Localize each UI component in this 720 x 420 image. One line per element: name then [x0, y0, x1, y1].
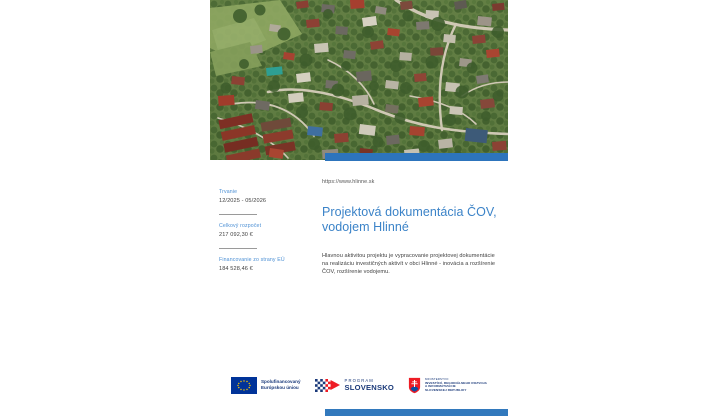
project-description: Hlavnou aktivitou projektu je vypracovanie projektovej dokumentácie na realizáciu investičných aktivít v obci Hlinné - inovácia a rozšírenie ČOV, rozšírenie vodojemu.	[322, 253, 496, 276]
project-facts-list	[219, 188, 311, 274]
program-slovensko-logo	[315, 377, 394, 393]
ministry-text	[425, 378, 487, 392]
eu-logo-text	[261, 379, 301, 391]
eu-stars-icon	[231, 377, 257, 394]
slovak-coat-of-arms-icon	[408, 377, 421, 394]
ministry-line1: MINISTERSTVO	[425, 377, 449, 382]
fact-total-budget-value: 217 092,30 €	[219, 232, 253, 238]
hero-aerial-photo	[210, 0, 508, 160]
slovensko-label: SLOVENSKO	[344, 382, 395, 392]
fact-duration-value: 12/2025 - 05/2026	[219, 198, 267, 204]
ministry-line4: SLOVENSKEJ REPUBLIKY	[425, 387, 467, 392]
fact-eu-funding-label: Financovanie zo strany EÚ	[219, 257, 285, 263]
hero-accent-bar	[325, 153, 508, 161]
program-label: PROGRAM	[344, 377, 374, 383]
aerial-village-illustration	[210, 0, 508, 160]
program-slovensko-arrow-icon	[315, 377, 341, 393]
fact-divider	[219, 248, 257, 249]
fact-total-budget	[219, 222, 311, 240]
ministry-line3: A INFORMATIZÁCIE	[425, 384, 456, 389]
eu-cofinancing-logo	[231, 377, 301, 394]
fact-eu-funding	[219, 256, 311, 274]
fact-eu-funding-value: 184 528,46 €	[219, 266, 253, 272]
fact-total-budget-label: Celkový rozpočet	[219, 223, 262, 229]
page-title: Projektová dokumentácia ČOV, vodojem Hlinné	[322, 205, 497, 234]
eu-logo-line2: Európskou úniou	[260, 385, 299, 390]
ministry-logo	[408, 377, 487, 394]
eu-flag-icon	[231, 377, 257, 394]
fact-duration	[219, 188, 311, 206]
footer-logo-strip	[210, 368, 508, 402]
fact-duration-label: Trvanie	[219, 189, 238, 195]
project-website-link[interactable]: https://www.hlinne.sk	[322, 179, 375, 185]
program-slovensko-text	[345, 379, 394, 392]
bottom-accent-bar	[325, 409, 508, 416]
project-main-content	[322, 178, 502, 277]
eu-logo-line1: Spolufinancovaný	[260, 379, 301, 384]
ministry-line2: INVESTÍCIÍ, REGIONÁLNEHO ROZVOJA	[425, 380, 488, 385]
fact-divider	[219, 214, 257, 215]
